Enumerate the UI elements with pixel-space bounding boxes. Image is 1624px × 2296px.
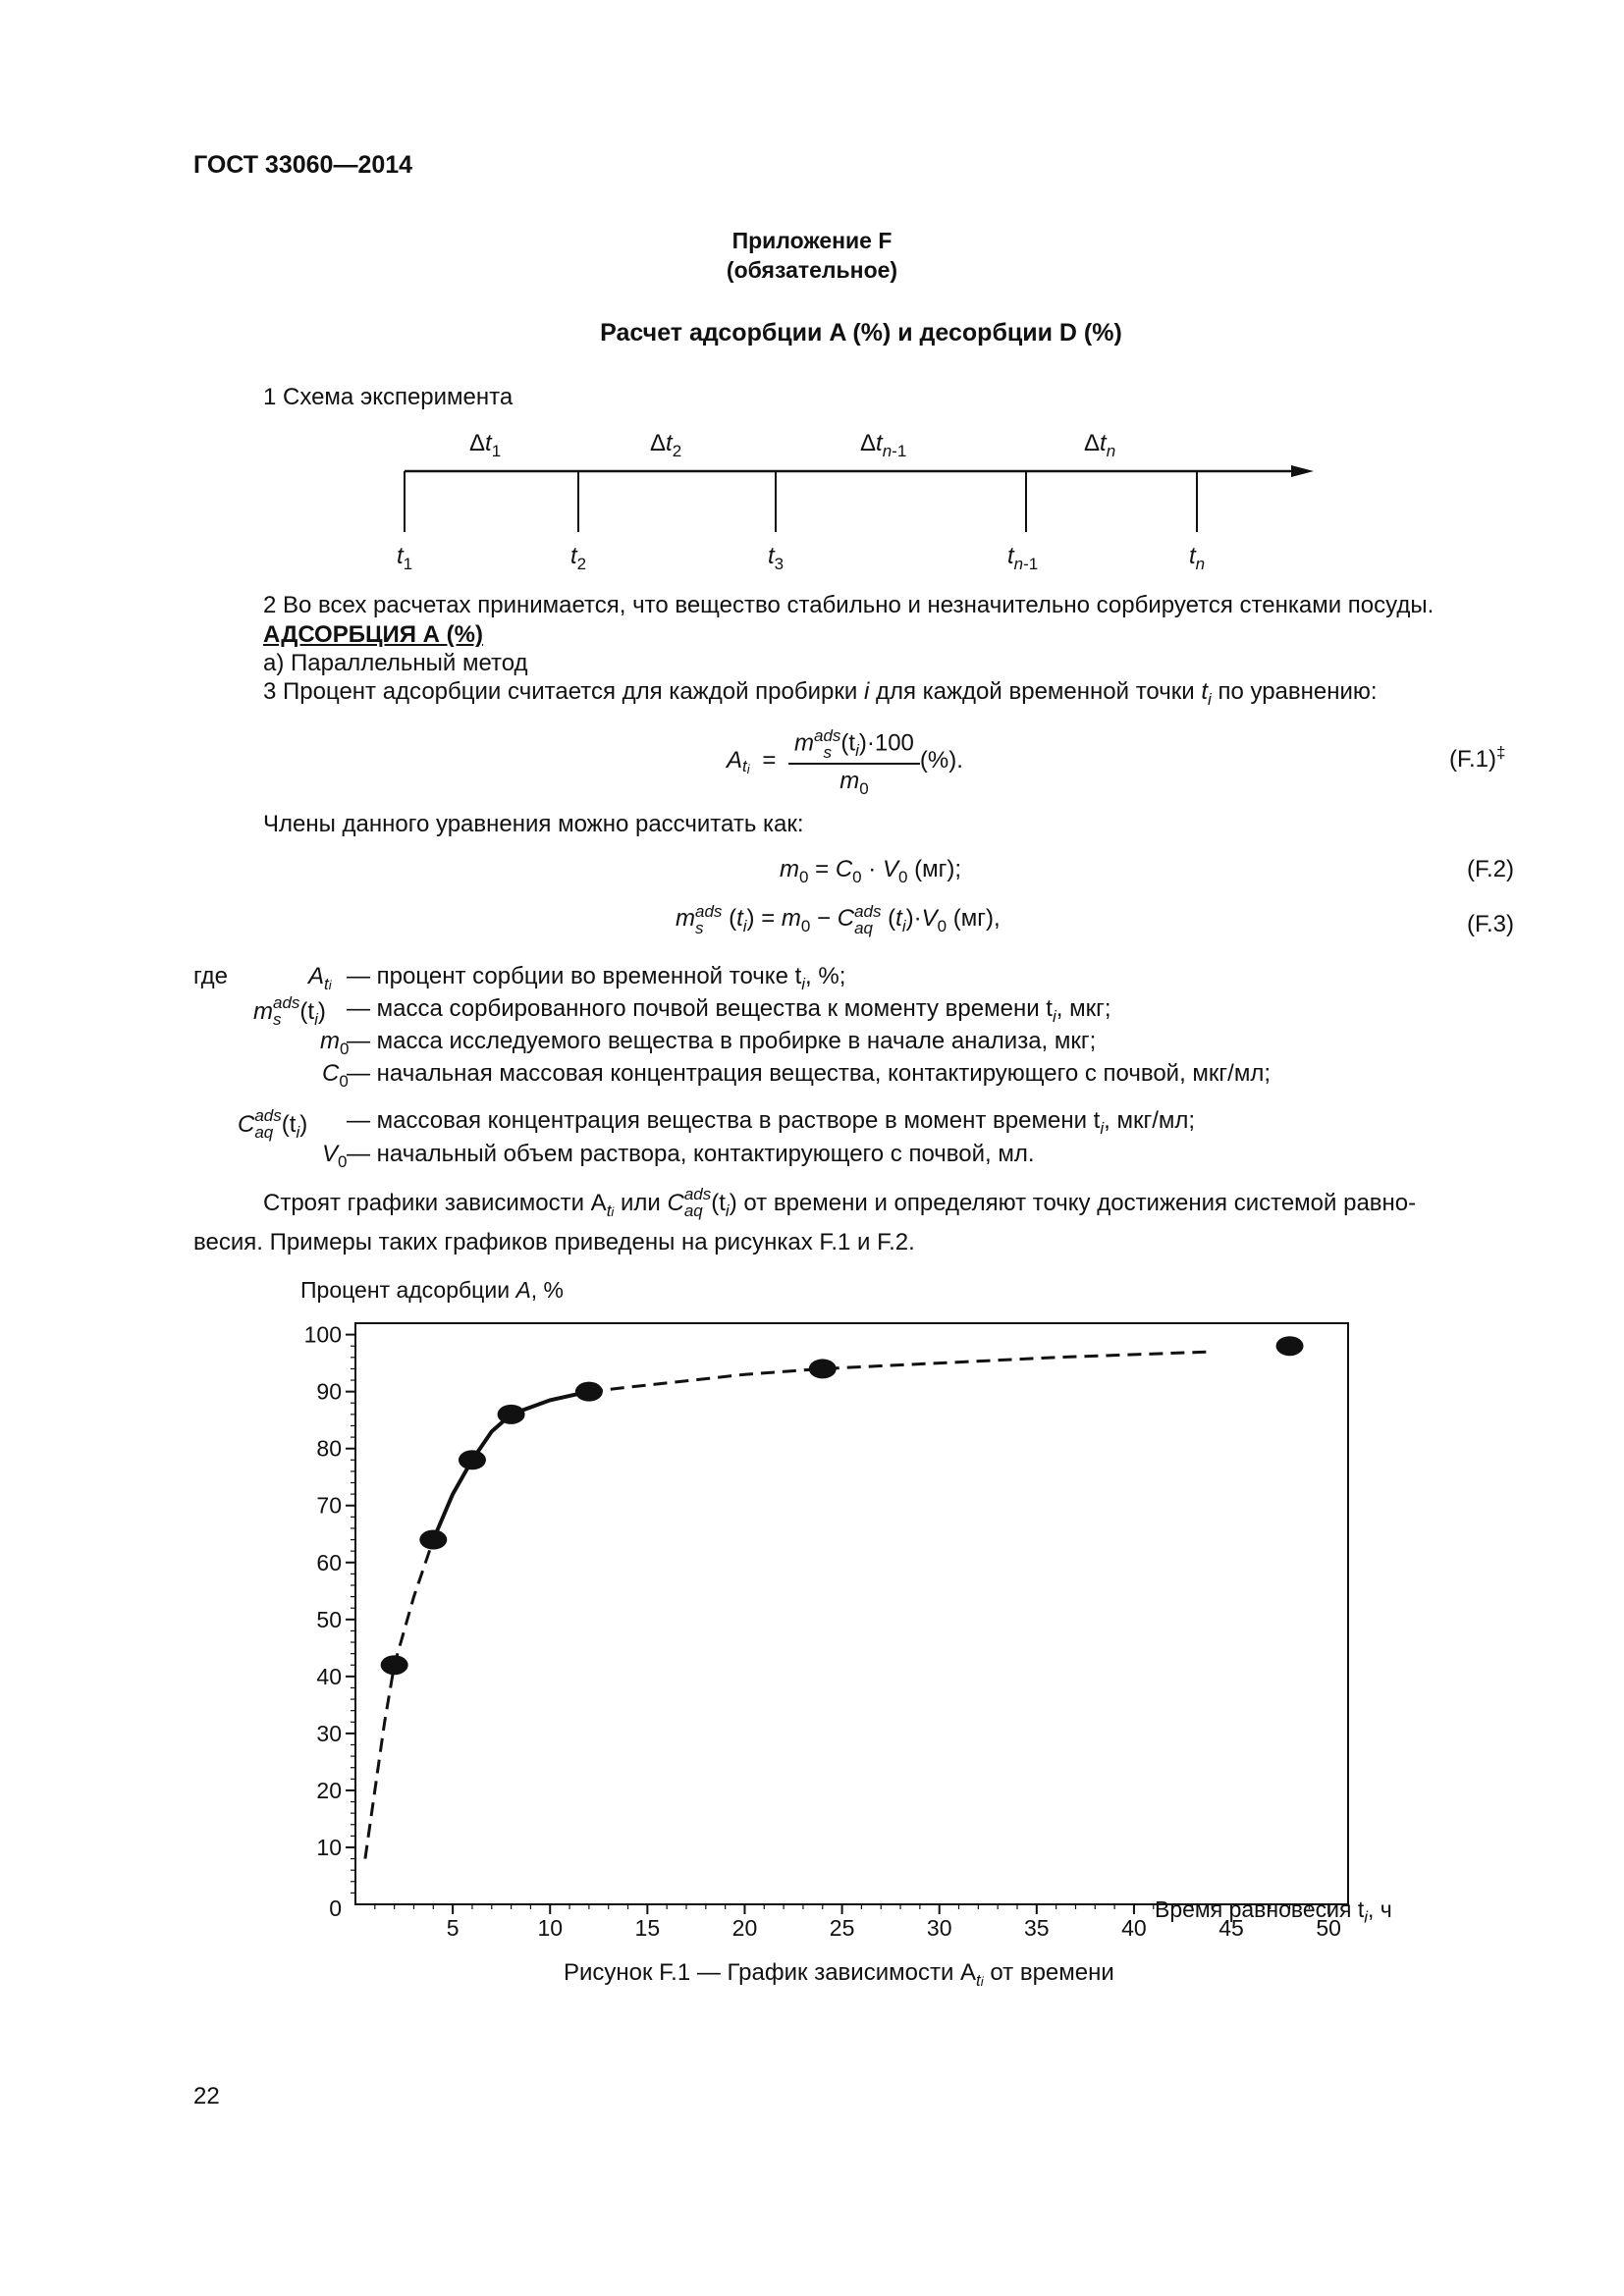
x-tick-label: 5 xyxy=(446,1915,460,1941)
definition-text-C0: — начальная массовая концентрация вещества, контактирующего с почвой, мкг/мл; xyxy=(347,1060,1271,1087)
members-intro: Члены данного уравнения можно рассчитать как: xyxy=(263,811,804,837)
y-tick-label: 60 xyxy=(316,1549,342,1575)
time-point-1: $t_1$ xyxy=(397,543,413,573)
page-number: 22 xyxy=(193,2083,220,2109)
data-point xyxy=(459,1450,486,1469)
experiment-timeline xyxy=(383,422,1326,579)
interval-label-n: $\Delta t_n$ xyxy=(1084,430,1116,460)
y-tick-label: 80 xyxy=(316,1435,342,1462)
definition-text-m0: — масса исследуемого вещества в пробирке в начале анализа, мкг; xyxy=(347,1028,1097,1054)
definition-text-ms: — масса сорбированного почвой вещества к моменту времени $t_i$, мкг; xyxy=(347,995,1111,1026)
y-tick-label: 20 xyxy=(316,1777,342,1803)
definition-text-Caq: — массовая концентрация вещества в растворе в момент времени $t_i$, мкг/мл; xyxy=(347,1107,1196,1138)
timeline-arrowhead xyxy=(1291,465,1314,477)
x-tick-label: 10 xyxy=(537,1915,564,1941)
where-label: где xyxy=(193,963,229,989)
data-point xyxy=(498,1405,525,1424)
paragraph-graphs: Строят графики зависимости $A_{ti}$ или C ads aq $(t_i)$ от времени и определяют точку достижения системой равно- xyxy=(263,1185,1417,1220)
paragraph-adsorption-percent: 3 Процент адсорбции считается для каждой пробирки i для каждой временной точки $t_i$ по уравнению: xyxy=(263,678,1378,709)
adsorption-chart xyxy=(295,1306,1434,1941)
equation-f3-label: (F.3) xyxy=(1467,911,1514,937)
appendix-status: (обязательное) xyxy=(726,257,898,283)
paragraph-experiment-scheme: 1 Схема эксперимента xyxy=(263,384,514,410)
definition-symbol-ms: m ads s $(t_i)$ xyxy=(253,993,326,1029)
y-tick-label: 10 xyxy=(316,1834,342,1860)
y-tick-label: 30 xyxy=(316,1720,342,1746)
interval-label-1: $\Delta t_1$ xyxy=(469,430,502,460)
definition-symbol-C0: $C_0$ xyxy=(322,1060,349,1091)
definition-symbol-A: $A_{ti}$ xyxy=(308,963,332,993)
paragraph-graphs-line2: весия. Примеры таких графиков приведены на рисунках F.1 и F.2. xyxy=(193,1229,915,1255)
interval-label-n-1: $\Delta t_{n-1}$ xyxy=(860,430,907,460)
definition-symbol-V0: $V_0$ xyxy=(322,1141,348,1171)
fit-curve-dashed-end xyxy=(589,1352,1212,1392)
definition-symbol-Caq: C ads aq $(t_i)$ xyxy=(238,1106,308,1142)
chart-points xyxy=(381,1336,1304,1675)
section-title: Расчет адсорбции A (%) и десорбции D (%) xyxy=(600,319,1122,347)
adsorption-heading: АДСОРБЦИЯ А (%) xyxy=(263,621,484,648)
data-point xyxy=(419,1530,447,1550)
method-parallel: а) Параллельный метод xyxy=(263,650,528,676)
data-point xyxy=(1276,1336,1304,1356)
definition-text-A: — процент сорбции во временной точке $t_i$, %; xyxy=(347,963,846,993)
figure-caption: Рисунок F.1 — График зависимости $A_{ti}$ от времени xyxy=(564,1959,1114,1990)
y-tick-label: 70 xyxy=(316,1492,342,1519)
appendix-title: Приложение F xyxy=(731,228,893,253)
y-tick-label: 50 xyxy=(316,1606,342,1632)
definition-text-V0: — начальный объем раствора, контактирующего с почвой, мл. xyxy=(347,1141,1035,1167)
equation-f1-label: (F.1)‡ xyxy=(1449,743,1506,773)
time-point-2: $t_2$ xyxy=(570,543,587,573)
definition-symbol-m0: $m_0$ xyxy=(320,1028,350,1058)
equation-f2-label: (F.2) xyxy=(1467,856,1514,882)
time-point-n: $t_n$ xyxy=(1189,543,1206,573)
data-point xyxy=(381,1655,408,1675)
origin-label: 0 xyxy=(329,1896,342,1921)
x-tick-label: 45 xyxy=(1218,1915,1244,1941)
x-tick-label: 35 xyxy=(1024,1915,1050,1941)
fit-curve-dashed-start xyxy=(365,1540,433,1859)
paragraph-assumptions: 2 Во всех расчетах принимается, что вещество стабильно и незначительно сорбируется стенками посуды. xyxy=(263,592,1435,618)
data-point xyxy=(575,1382,603,1402)
x-tick-label: 25 xyxy=(829,1915,855,1941)
x-tick-label: 20 xyxy=(731,1915,758,1941)
x-tick-label: 30 xyxy=(926,1915,952,1941)
chart-fit-curves xyxy=(365,1352,1212,1859)
x-tick-label: 15 xyxy=(634,1915,661,1941)
x-tick-label: 50 xyxy=(1316,1915,1341,1941)
y-tick-label: 90 xyxy=(316,1378,342,1405)
data-point xyxy=(809,1359,837,1378)
chart-x-label: Время равновесия $t_i$, ч xyxy=(1155,1896,1392,1927)
chart-y-ticks xyxy=(304,1322,355,1921)
y-tick-label: 100 xyxy=(303,1321,342,1348)
equation-f1: A t $_i$ = m ads s $(t_i)\cdot 100$ $m_0$ (%). xyxy=(727,725,963,798)
time-point-n-1: $t_{n-1}$ xyxy=(1007,543,1039,573)
equation-f3: m ads s $(t_i) = m_0 - C$ ads aq $(t_i)\cdot V_0$ (мг), xyxy=(676,902,1001,937)
equation-f2: $m_0 = C_0 \cdot V_0$ (мг); xyxy=(780,856,962,886)
chart-y-label: Процент адсорбции A, % xyxy=(300,1277,565,1303)
interval-label-2: $\Delta t_2$ xyxy=(650,430,682,460)
y-tick-label: 40 xyxy=(316,1663,342,1689)
time-point-3: $t_3$ xyxy=(768,543,785,573)
x-tick-label: 40 xyxy=(1121,1915,1147,1941)
document-code: ГОСТ 33060—2014 xyxy=(193,151,413,179)
